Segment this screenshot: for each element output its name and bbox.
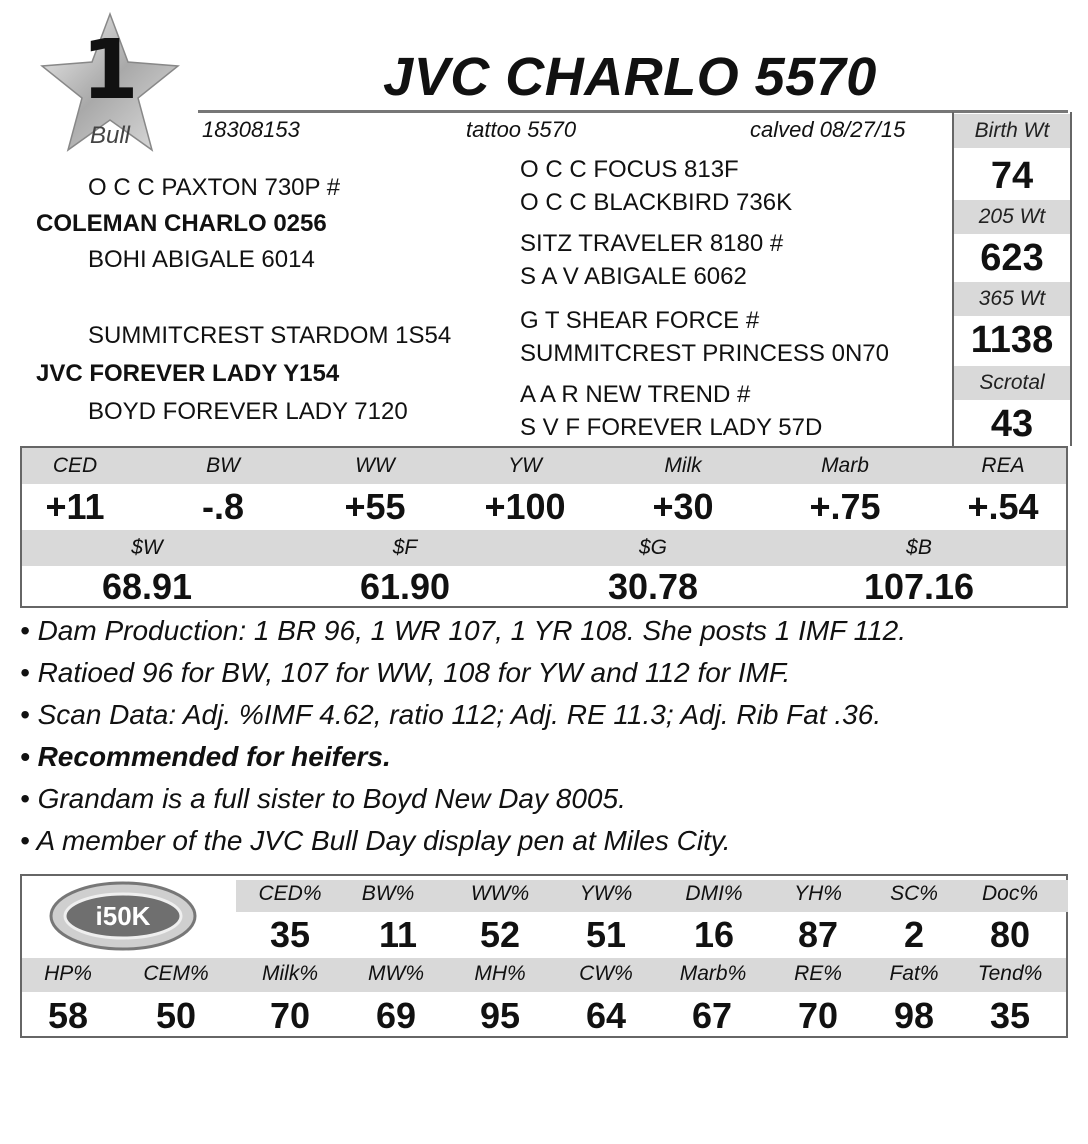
epd-value: +.75	[809, 486, 881, 527]
epd-value: +11	[45, 486, 105, 527]
genomic-label: MW%	[368, 962, 424, 985]
genomic-label: WW%	[470, 882, 530, 905]
genomic-label: DMI%	[685, 882, 743, 905]
note-display-pen: • A member of the JVC Bull Day display pen at Miles City.	[20, 825, 731, 856]
genomic-value: 64	[585, 995, 627, 1036]
birth-wt-value: 74	[990, 155, 1034, 197]
genomic-value: 35	[269, 914, 311, 955]
genomic-value: 52	[479, 914, 521, 955]
genomic-value: 70	[269, 995, 311, 1036]
epd-label: CED	[52, 454, 98, 477]
205-wt-label: 205 Wt	[954, 200, 1070, 234]
genomic-label: Marb%	[679, 962, 747, 985]
epd-value: +30	[652, 486, 714, 527]
index-label: $B	[906, 536, 932, 559]
genomic-value: 87	[797, 914, 839, 955]
genomic-value: 35	[989, 995, 1031, 1036]
birth-wt-label: Birth Wt	[954, 114, 1070, 148]
note-grandam: • Grandam is a full sister to Boyd New Day 8005.	[20, 783, 626, 814]
tattoo: tattoo 5570	[466, 117, 577, 142]
index-label: $G	[638, 536, 667, 559]
genomic-label: Doc%	[981, 882, 1039, 905]
genomic-label: MH%	[474, 962, 526, 985]
genomic-label: CED%	[258, 882, 322, 905]
epd-label: YW	[508, 454, 542, 477]
pedigree-sd-dam: S A V ABIGALE 6062	[520, 263, 747, 290]
scrotal-value: 43	[990, 403, 1034, 445]
registration-number: 18308153	[202, 117, 300, 142]
lot-type: Bull	[89, 122, 131, 149]
epd-label: Milk	[664, 454, 702, 477]
genomic-value: 80	[989, 914, 1031, 955]
genomic-value: 11	[378, 914, 418, 955]
lot-number: 1	[81, 23, 139, 118]
note-ratios: • Ratioed 96 for BW, 107 for WW, 108 for YW and 112 for IMF.	[20, 657, 791, 688]
calved-date: calved 08/27/15	[750, 117, 906, 142]
genomic-label: YW%	[579, 882, 633, 905]
index-value: 61.90	[359, 566, 451, 607]
index-label: $W	[131, 536, 163, 559]
pedigree-ds-sire: G T SHEAR FORCE #	[520, 307, 760, 334]
genomic-label: BW%	[361, 882, 415, 905]
genomic-label: Tend%	[977, 962, 1043, 985]
pedigree-sire-dam: BOHI ABIGALE 6014	[88, 246, 315, 273]
205-wt-value: 623	[980, 237, 1044, 279]
index-value: 30.78	[607, 566, 699, 607]
index-value: 68.91	[101, 566, 193, 607]
epd-value: -.8	[201, 486, 244, 527]
epd-value: +55	[344, 486, 406, 527]
genomic-value: 95	[479, 995, 521, 1036]
genomic-value: 2	[903, 914, 925, 955]
genomic-value: 16	[693, 914, 735, 955]
genomic-label: Milk%	[262, 962, 318, 985]
pedigree-sire: COLEMAN CHARLO 0256	[36, 210, 327, 237]
epd-value: +.54	[967, 486, 1039, 527]
365-wt-label: 365 Wt	[954, 282, 1070, 316]
genomic-value: 69	[375, 995, 417, 1036]
genomic-value: 70	[797, 995, 839, 1036]
note-dam-production: • Dam Production: 1 BR 96, 1 WR 107, 1 YR 108. She posts 1 IMF 112.	[20, 615, 907, 646]
genomic-value: 98	[893, 995, 935, 1036]
genomic-value: 58	[47, 995, 89, 1036]
epd-label: REA	[981, 454, 1025, 477]
genomic-label: YH%	[794, 882, 842, 905]
genomic-value: 51	[585, 914, 627, 955]
genomic-value: 67	[691, 995, 733, 1036]
i50k-logo	[48, 880, 198, 952]
pedigree-dd-dam: S V F FOREVER LADY 57D	[520, 414, 823, 441]
index-value: 107.16	[863, 566, 975, 607]
weights-column	[952, 112, 1072, 446]
index-label: $F	[392, 536, 418, 559]
genomic-label: RE%	[794, 962, 842, 985]
genomic-label: Fat%	[889, 962, 939, 985]
note-recommendation: • Recommended for heifers.	[20, 741, 391, 772]
genomic-label: HP%	[44, 962, 92, 985]
pedigree-ds-dam: SUMMITCREST PRINCESS 0N70	[520, 340, 889, 367]
note-scan-data: • Scan Data: Adj. %IMF 4.62, ratio 112; Adj. RE 11.3; Adj. Rib Fat .36.	[20, 699, 882, 730]
pedigree-dam-sire: SUMMITCREST STARDOM 1S54	[88, 322, 452, 349]
365-wt-value: 1138	[970, 319, 1054, 361]
epd-label: WW	[355, 454, 395, 477]
genomic-value: 50	[155, 995, 197, 1036]
epd-value: +100	[484, 486, 566, 527]
animal-name: JVC CHARLO 5570	[383, 47, 877, 107]
scrotal-label: Scrotal	[954, 366, 1070, 400]
logo-text: i50K	[95, 901, 151, 931]
pedigree-dd-sire: A A R NEW TREND #	[520, 381, 751, 408]
pedigree-sire-sire: O C C PAXTON 730P #	[88, 174, 341, 201]
pedigree-ss-dam: O C C BLACKBIRD 736K	[520, 189, 793, 216]
genomic-label: CEM%	[143, 962, 209, 985]
title-divider	[198, 110, 1068, 113]
epd-label: BW	[206, 454, 240, 477]
pedigree-ss-sire: O C C FOCUS 813F	[520, 156, 739, 183]
pedigree-dam: JVC FOREVER LADY Y154	[36, 360, 340, 387]
pedigree-sd-sire: SITZ TRAVELER 8180 #	[520, 230, 784, 257]
genomic-label: CW%	[579, 962, 633, 985]
epd-label: Marb	[821, 454, 869, 477]
pedigree-dam-dam: BOYD FOREVER LADY 7120	[88, 398, 408, 425]
genomic-label: SC%	[890, 882, 938, 905]
epd-table	[20, 446, 1068, 608]
